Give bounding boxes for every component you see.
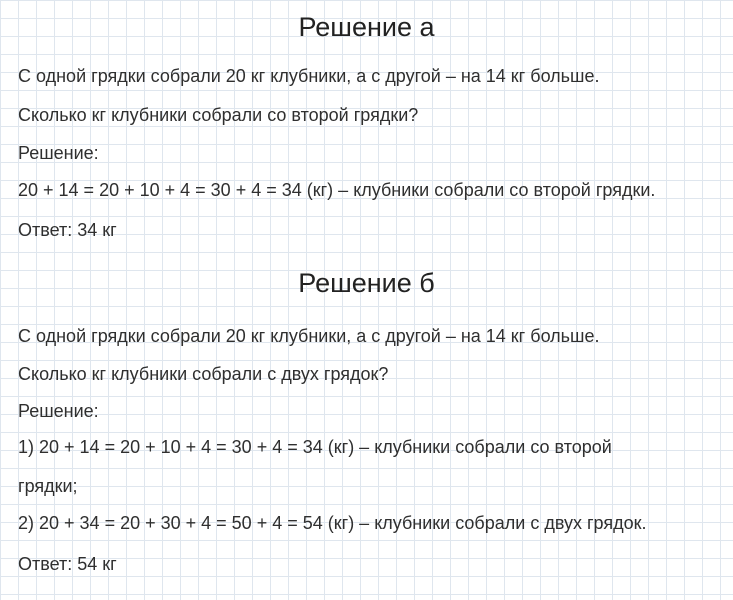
section-a-calculation: 20 + 14 = 20 + 10 + 4 = 30 + 4 = 34 (кг) – клубники собрали со второй грядки. xyxy=(18,180,656,200)
section-b-answer: Ответ: 54 кг xyxy=(18,554,117,574)
section-b-step-2: 2) 20 + 34 = 20 + 30 + 4 = 50 + 4 = 54 (кг) – клубники собрали с двух грядок. xyxy=(18,513,647,533)
section-a-title: Решение а xyxy=(298,12,435,42)
section-a-solution-label: Решение: xyxy=(18,143,99,163)
section-a-problem-line-1: С одной грядки собрали 20 кг клубники, а с другой – на 14 кг больше. xyxy=(18,66,600,86)
section-b-step-1-line-2: грядки; xyxy=(18,476,78,496)
section-a-answer: Ответ: 34 кг xyxy=(18,220,117,240)
section-b-problem-line-1: С одной грядки собрали 20 кг клубники, а с другой – на 14 кг больше. xyxy=(18,326,600,346)
section-b-problem-line-2: Сколько кг клубники собрали с двух грядок? xyxy=(18,364,389,384)
section-a-problem-line-2: Сколько кг клубники собрали со второй грядки? xyxy=(18,105,419,125)
section-b-title: Решение б xyxy=(298,268,435,298)
section-b-solution-label: Решение: xyxy=(18,401,99,421)
section-b-step-1-line-1: 1) 20 + 14 = 20 + 10 + 4 = 30 + 4 = 34 (кг) – клубники собрали со второй xyxy=(18,437,612,457)
